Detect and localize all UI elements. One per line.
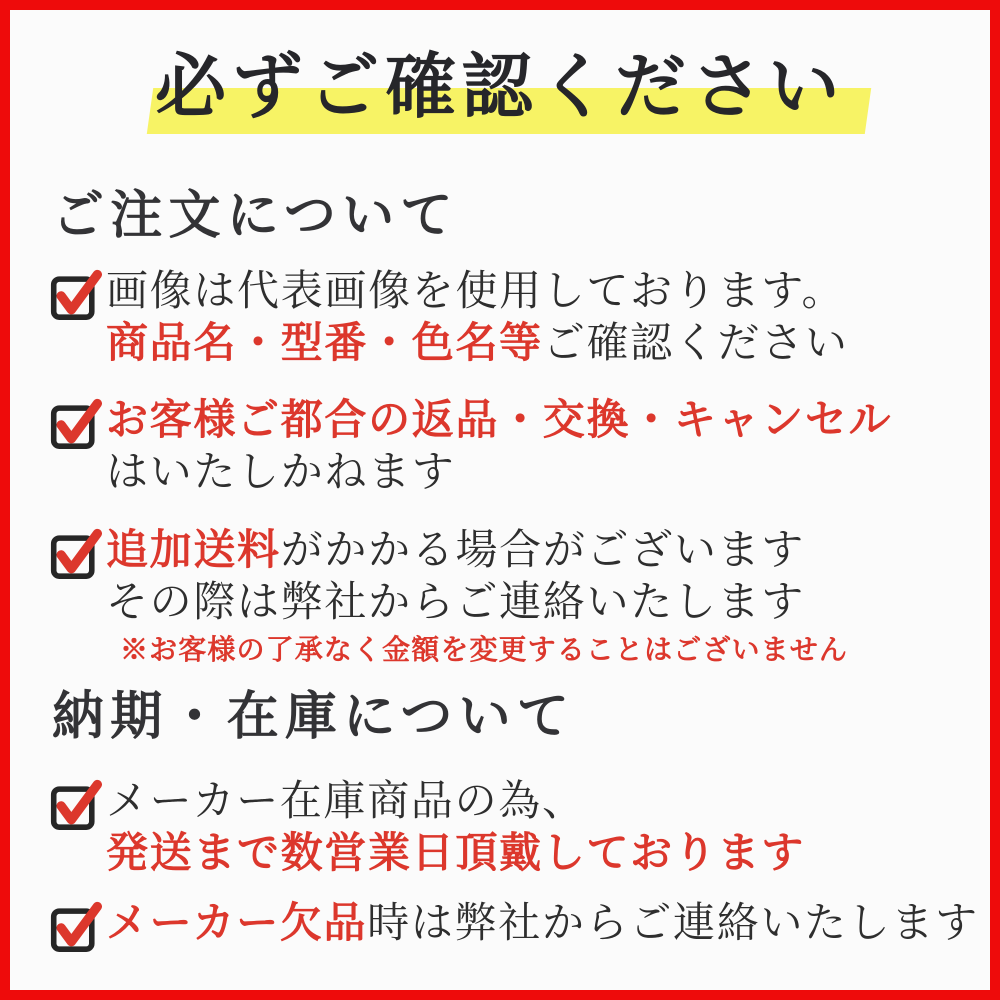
checkbox-icon — [50, 898, 100, 952]
checkbox-icon — [50, 266, 100, 320]
title-banner — [10, 38, 990, 138]
item-text: ご確認ください — [542, 321, 849, 368]
page-title: 必ずご確認ください — [154, 49, 846, 127]
list-item-no-returns — [50, 395, 990, 499]
item-text: がかかる場合がございます — [280, 527, 805, 574]
item-text-emphasis: お客様ご都合の返品・交換・キャンセル — [106, 397, 893, 444]
item-text: 時は弊社からご連絡いたします — [367, 900, 979, 947]
item-text: メーカー在庫商品の為、 — [106, 778, 586, 825]
item-text: 画像は代表画像を使用しております。 — [106, 269, 846, 316]
section-heading-order: ご注文について — [52, 188, 459, 245]
list-item-maker-stock — [50, 776, 990, 880]
item-text-emphasis: 発送まで数営業日頂戴しております — [106, 830, 805, 877]
item-text-emphasis: 追加送料 — [106, 527, 281, 574]
list-item-extra-shipping — [50, 525, 990, 670]
checkbox-icon — [50, 525, 100, 579]
item-text: その際は弊社からご連絡いたします — [106, 579, 805, 626]
item-text-emphasis: 商品名・型番・色名等 — [106, 321, 543, 368]
checkbox-icon — [50, 776, 100, 830]
list-item-maker-outofstock — [50, 898, 990, 952]
checkbox-icon — [50, 395, 100, 449]
list-item-representative-image — [50, 266, 990, 370]
section-heading-stock: 納期・在庫について — [52, 689, 576, 747]
item-text: はいたしかねます — [106, 449, 456, 496]
item-text-emphasis: メーカー欠品 — [106, 900, 368, 947]
item-footnote: ※お客様の了承なく金額を変更することはございません — [120, 634, 849, 666]
